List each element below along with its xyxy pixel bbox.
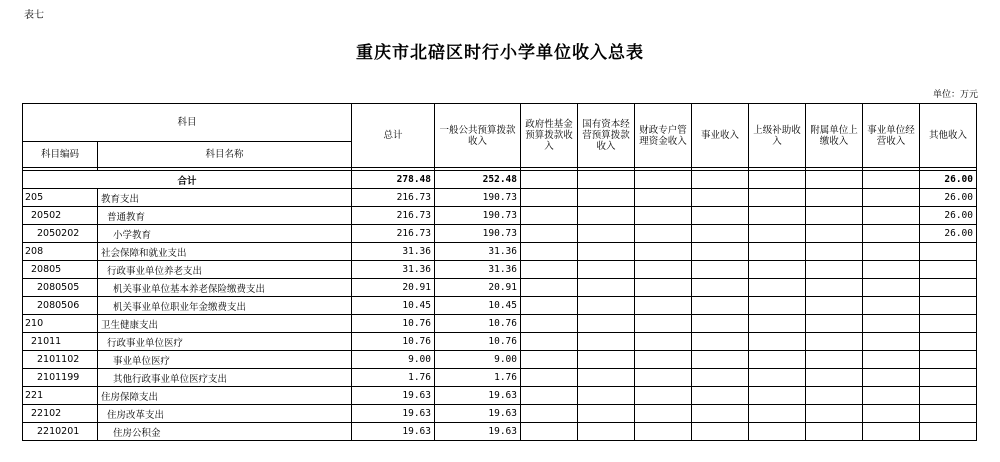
table-row: [23, 405, 977, 423]
row-general: 10.76: [435, 333, 521, 351]
row-total: 10.76: [352, 333, 435, 351]
row-total: 19.63: [352, 423, 435, 441]
row-name: 事业单位医疗: [98, 351, 352, 369]
total-other: 26.00: [920, 171, 977, 189]
header-general-budget: 一般公共预算拨款收入: [435, 104, 521, 168]
row-other: 26.00: [920, 225, 977, 243]
table-row: [23, 279, 977, 297]
header-affiliated: 附属单位上缴收入: [806, 104, 863, 168]
header-subject: 科目: [23, 104, 352, 142]
table-row: [23, 387, 977, 405]
row-general: 10.76: [435, 315, 521, 333]
row-name: 教育支出: [98, 189, 352, 207]
header-business-ops: 事业单位经营收入: [863, 104, 920, 168]
row-other: [920, 261, 977, 279]
row-code: 2080506: [23, 297, 98, 315]
row-total: 20.91: [352, 279, 435, 297]
row-general: 19.63: [435, 423, 521, 441]
row-other: [920, 423, 977, 441]
row-code: 210: [23, 315, 98, 333]
total-row: [23, 171, 977, 189]
row-other: [920, 351, 977, 369]
row-code: 2101102: [23, 351, 98, 369]
header-name: 科目名称: [98, 142, 352, 168]
header-superior-subsidy: 上级补助收入: [749, 104, 806, 168]
row-name: 卫生健康支出: [98, 315, 352, 333]
row-other: [920, 405, 977, 423]
row-other: 26.00: [920, 207, 977, 225]
row-code: 20805: [23, 261, 98, 279]
row-other: [920, 333, 977, 351]
row-name: 机关事业单位基本养老保险缴费支出: [98, 279, 352, 297]
row-total: 1.76: [352, 369, 435, 387]
row-name: 行政事业单位养老支出: [98, 261, 352, 279]
row-code: 22102: [23, 405, 98, 423]
header-code: 科目编码: [23, 142, 98, 168]
header-gov-fund: 政府性基金预算拨款收入: [521, 104, 578, 168]
row-name: 住房保障支出: [98, 387, 352, 405]
row-name: 机关事业单位职业年金缴费支出: [98, 297, 352, 315]
header-state-capital: 国有资本经营预算拨款收入: [578, 104, 635, 168]
row-code: 2210201: [23, 423, 98, 441]
row-total: 216.73: [352, 207, 435, 225]
table-row: [23, 315, 977, 333]
row-name: 其他行政事业单位医疗支出: [98, 369, 352, 387]
header-business: 事业收入: [692, 104, 749, 168]
row-other: [920, 297, 977, 315]
table-row: [23, 423, 977, 441]
row-total: 31.36: [352, 243, 435, 261]
row-general: 190.73: [435, 225, 521, 243]
row-code: 2080505: [23, 279, 98, 297]
row-total: 10.76: [352, 315, 435, 333]
row-total: 10.45: [352, 297, 435, 315]
row-other: [920, 369, 977, 387]
row-general: 10.45: [435, 297, 521, 315]
row-general: 190.73: [435, 189, 521, 207]
row-code: 20502: [23, 207, 98, 225]
table-row: [23, 225, 977, 243]
table-row: [23, 189, 977, 207]
row-code: 21011: [23, 333, 98, 351]
row-name: 社会保障和就业支出: [98, 243, 352, 261]
row-general: 31.36: [435, 261, 521, 279]
row-code: 205: [23, 189, 98, 207]
row-total: 216.73: [352, 225, 435, 243]
row-name: 住房公积金: [98, 423, 352, 441]
page-title: 重庆市北碚区时行小学单位收入总表: [356, 43, 644, 63]
table-row: [23, 333, 977, 351]
row-total: 19.63: [352, 387, 435, 405]
row-other: [920, 243, 977, 261]
row-general: 1.76: [435, 369, 521, 387]
row-total: 9.00: [352, 351, 435, 369]
table-number-label: 表七: [24, 10, 44, 21]
income-summary-table: [22, 103, 977, 441]
header-total: 总计: [352, 104, 435, 168]
row-name: 住房改革支出: [98, 405, 352, 423]
row-other: [920, 387, 977, 405]
unit-label: 单位：万元: [932, 90, 978, 100]
row-total: 31.36: [352, 261, 435, 279]
total-total: 278.48: [352, 171, 435, 189]
row-other: [920, 315, 977, 333]
row-code: 221: [23, 387, 98, 405]
table-row: [23, 243, 977, 261]
row-general: 190.73: [435, 207, 521, 225]
table-row: [23, 351, 977, 369]
row-general: 19.63: [435, 387, 521, 405]
row-name: 小学教育: [98, 225, 352, 243]
row-other: 26.00: [920, 189, 977, 207]
row-name: 行政事业单位医疗: [98, 333, 352, 351]
row-general: 31.36: [435, 243, 521, 261]
row-general: 9.00: [435, 351, 521, 369]
table-row: [23, 261, 977, 279]
table-row: [23, 297, 977, 315]
table-row: [23, 207, 977, 225]
header-fiscal-special: 财政专户管理资金收入: [635, 104, 692, 168]
row-general: 20.91: [435, 279, 521, 297]
row-general: 19.63: [435, 405, 521, 423]
total-general: 252.48: [435, 171, 521, 189]
table-row: [23, 369, 977, 387]
row-total: 19.63: [352, 405, 435, 423]
row-code: 2101199: [23, 369, 98, 387]
row-code: 2050202: [23, 225, 98, 243]
header-other: 其他收入: [920, 104, 977, 168]
row-name: 普通教育: [98, 207, 352, 225]
row-other: [920, 279, 977, 297]
row-total: 216.73: [352, 189, 435, 207]
total-label: 合计: [23, 171, 352, 189]
row-code: 208: [23, 243, 98, 261]
